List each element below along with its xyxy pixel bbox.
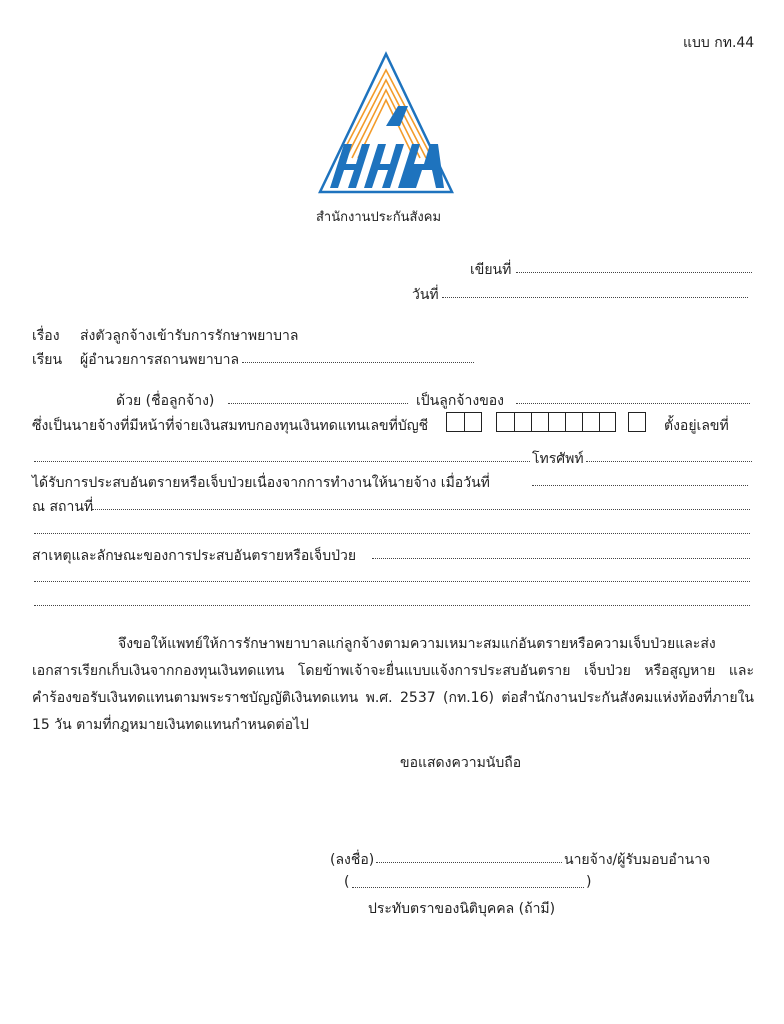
cause-field-3[interactable] [34,605,750,606]
to-label: เรียน [32,352,63,368]
signer-role: นายจ้าง/ผู้รับมอบอำนาจ [564,852,711,868]
written-at-label: เขียนที่ [470,262,512,278]
phone-label: โทรศัพท์ [532,451,584,467]
date-field[interactable] [442,297,748,298]
account-box-1[interactable] [446,412,482,432]
cause-label: สาเหตุและลักษณะของการประสบอันตรายหรือเจ็บป่วย [32,548,357,564]
signature-field[interactable] [376,862,562,863]
located-label: ตั้งอยู่เลขที่ [664,418,729,434]
sso-triangle-logo-icon [316,48,458,198]
stamp-label: ประทับตราของนิติบุคคล (ถ้ามี) [368,901,556,917]
accident-date-field[interactable] [532,485,748,486]
employee-of-label: เป็นลูกจ้างของ [416,393,505,409]
place-field-2[interactable] [34,533,750,534]
date-label: วันที่ [412,287,439,303]
written-at-field[interactable] [516,272,752,273]
sign-label: (ลงชื่อ) [330,852,375,868]
place-label: ณ สถานที่ [32,499,94,515]
subject-text: ส่งตัวลูกจ้างเข้ารับการรักษาพยาบาล [80,328,299,344]
paren-close: ) [586,874,592,890]
place-field[interactable] [92,509,750,510]
signer-name-field[interactable] [352,887,584,888]
accident-label: ได้รับการประสบอันตรายหรือเจ็บป่วยเนื่องจากการทำงานให้นายจ้าง เมื่อวันที่ [32,475,490,491]
employer-account-label: ซึ่งเป็นนายจ้างที่มีหน้าที่จ่ายเงินสมทบกองทุนเงินทดแทนเลขที่บัญชี [32,418,429,434]
form-code: แบบ กท.44 [683,35,755,51]
request-paragraph: จึงขอให้แพทย์ให้การรักษาพยาบาลแก่ลูกจ้างตามความเหมาะสมแก่อันตรายหรือความเจ็บป่วยและส่งเอกสารเรียกเก็บเงินจากกองทุนเงินทดแทน โดยข้าพเจ้าจะยื่นแบบแจ้งการประสบอันตราย เจ็บป่วย หรือสูญหาย และคำร้องขอรับเงินทดแทนตามพระราชบัญญัติเงินทดแทน พ.ศ. 2537 (กท.16) ต่อสำนักงานประกันสังคมแห่งท้องที่ภายใน 15 วัน ตามที่กฎหมายเงินทดแทนกำหนดต่อไป [32,636,754,733]
hospital-field[interactable] [242,362,474,363]
cause-field-2[interactable] [34,581,750,582]
cause-field[interactable] [372,558,750,559]
office-name: สำนักงานประกันสังคม [316,210,442,225]
closing-text: ขอแสดงความนับถือ [400,755,522,771]
paren-open: ( [344,874,350,890]
address-field[interactable] [34,461,530,462]
employee-name-field[interactable] [228,403,408,404]
account-box-3[interactable] [628,412,646,432]
account-box-2[interactable] [496,412,616,432]
with-label: ด้วย (ชื่อลูกจ้าง) [116,393,215,409]
phone-field[interactable] [586,461,752,462]
employer-name-field[interactable] [516,403,750,404]
to-text: ผู้อำนวยการสถานพยาบาล [80,352,240,368]
subject-label: เรื่อง [32,328,60,344]
